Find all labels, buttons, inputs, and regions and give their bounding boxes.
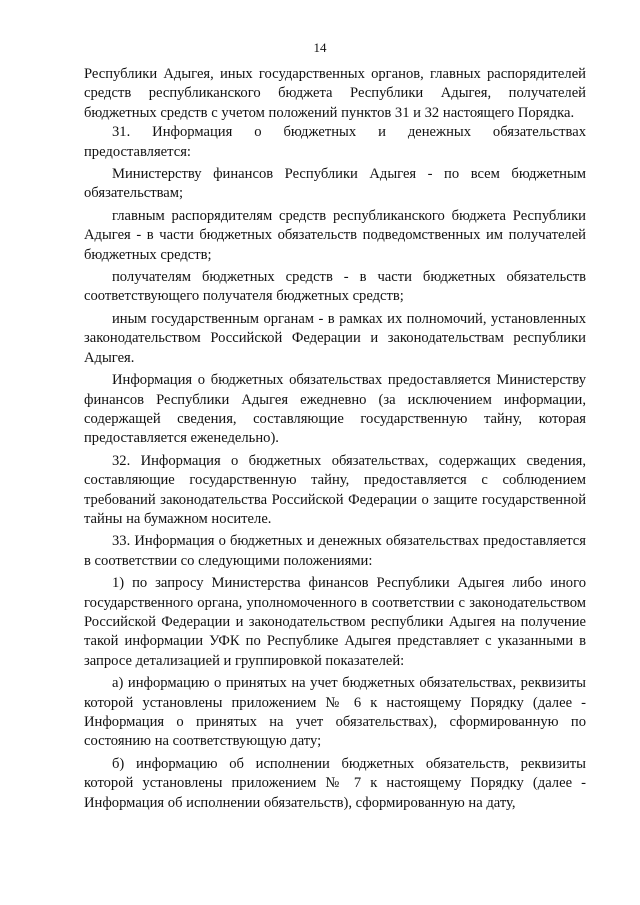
paragraph: получателям бюджетных средств - в части бюджетных обязательств соответствующего получателя бюджетных средств;: [84, 269, 586, 305]
paragraph: Министерству финансов Республики Адыгея - по всем бюджетным обязательствам;: [84, 166, 586, 202]
paragraph: б) информацию об исполнении бюджетных обязательств, реквизиты которой установлены приложением № 7 к настоящему Порядку (далее - Информация об исполнении обязательств), сформированную на дату,: [84, 755, 586, 811]
document-body: [84, 65, 586, 813]
paragraph: 1) по запросу Министерства финансов Республики Адыгея либо иного государственного органа, уполномоченного в соответствии с законодательством Российской Федерации и законодательством республики Адыгея на получение такой информации УФК по Республике Адыгея представляет с указанными в запросе детализацией и группировкой показателей:: [84, 575, 586, 669]
paragraph: Республики Адыгея, иных государственных органов, главных распорядителей средств республиканского бюджета Республики Адыгея, получателей бюджетных средств с учетом положений пунктов 31 и 32 настоящего Порядка.: [84, 66, 586, 121]
paragraph: 32. Информация о бюджетных обязательствах, содержащих сведения, составляющие государственную тайну, предоставляется с соблюдением требований законодательства Российской Федерации о защите государственной тайны на бумажном носителе.: [84, 452, 586, 527]
paragraph: а) информацию о принятых на учет бюджетных обязательствах, реквизиты которой установлены приложением № 6 к настоящему Порядку (далее - Информация о принятых на учет обязательствах), сформированную по состоянию на соответствующую дату;: [84, 675, 586, 750]
paragraph: главным распорядителям средств республиканского бюджета Республики Адыгея - в части бюджетных обязательств подведомственных им получателей бюджетных средств;: [84, 207, 586, 263]
page-number: 14: [313, 40, 327, 55]
paragraph: 31. Информация о бюджетных и денежных обязательствах предоставляется:: [84, 124, 586, 160]
paragraph: Информация о бюджетных обязательствах предоставляется Министерству финансов Республики Адыгея ежедневно (за исключением информации, содержащей сведения, составляющие государственную тайну, которая предоставляется еженедельно).: [84, 372, 586, 447]
paragraph: 33. Информация о бюджетных и денежных обязательствах предоставляется в соответствии со следующими положениями:: [84, 533, 586, 569]
paragraph: иным государственным органам - в рамках их полномочий, установленных законодательством Российской Федерации и законодательствам республики Адыгея.: [84, 310, 586, 366]
